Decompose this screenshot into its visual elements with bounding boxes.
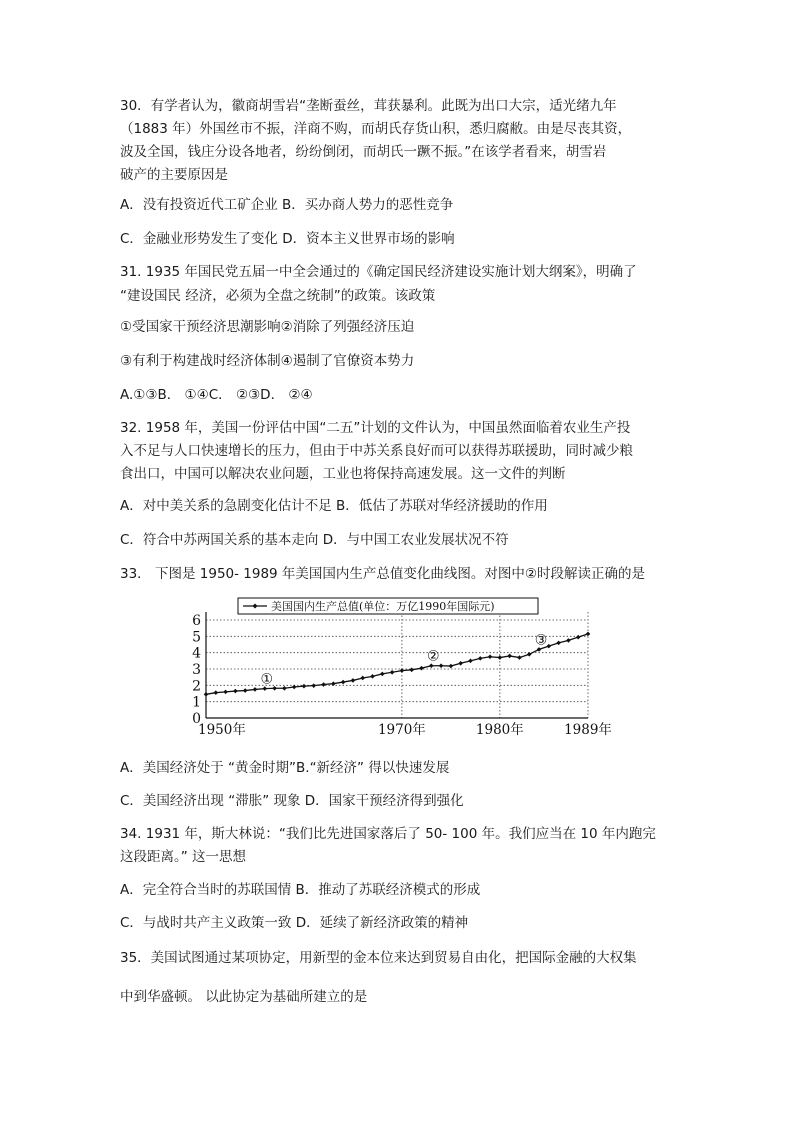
gdp-point-1954	[243, 688, 248, 693]
annotation-1: ①	[260, 671, 274, 688]
gdp-point-1983	[527, 652, 532, 657]
gdp-point-1961	[311, 683, 316, 688]
q30-text-line-3: 波及全国，钱庄分设各地者，纷纷倒闭，而胡氏一蹶不振。”在该学者看来，胡雪岩	[120, 144, 607, 160]
q31-text-line-2: “建设国民 经济，必须为全盘之统制”的政策。该政策	[120, 288, 436, 304]
gdp-point-1972	[419, 666, 424, 671]
y-tick-label-0: 0	[192, 711, 201, 727]
y-tick-label-2: 2	[192, 678, 201, 695]
q30-option-ab: A．没有投资近代工矿企业 B．买办商人势力的恶性竞争	[120, 197, 454, 213]
q32-option-cd: C．符合中苏两国关系的基本走向 D．与中国工农业发展状况不符	[120, 532, 509, 548]
gdp-point-1950	[204, 692, 209, 697]
gdp-point-1980	[498, 655, 503, 660]
gdp-line-chart	[188, 596, 613, 742]
q31-statements-2: ③有利于构建战时经济体制④遏制了官僚资本势力	[120, 353, 415, 369]
gdp-point-1964	[341, 680, 346, 685]
y-tick-label-5: 5	[192, 629, 201, 646]
gdp-point-1971	[409, 668, 414, 673]
gdp-point-1976	[458, 661, 463, 666]
x-tick-label-1989: 1989年	[564, 722, 612, 738]
gdp-point-1975	[449, 664, 454, 669]
gdp-point-1981	[507, 654, 512, 659]
gdp-point-1982	[517, 655, 522, 660]
q33-option-cd: C．美国经济出现 “滞胀” 现象 D．国家干预经济得到强化	[120, 793, 464, 809]
y-tick-label-4: 4	[192, 645, 201, 662]
q31-options: A.①③B． ①④C． ②③D． ②④	[120, 387, 313, 403]
y-tick-label-6: 6	[192, 613, 201, 629]
gdp-point-1979	[488, 654, 493, 659]
gdp-point-1960	[302, 684, 307, 689]
y-tick-label-3: 3	[192, 662, 201, 678]
q34-option-ab: A．完全符合当时的苏联国情 B．推动了苏联经济模式的形成	[120, 882, 481, 898]
q30-text-line-4: 破产的主要原因是	[120, 167, 228, 183]
gdp-point-1977	[468, 659, 473, 664]
gdp-point-1966	[360, 676, 365, 681]
gdp-point-1987	[566, 638, 571, 643]
x-tick-label-1970: 1970年	[377, 722, 426, 738]
q30-text-line-1: 30．有学者认为，徽商胡雪岩“垄断蚕丝，茸获暴利。此既为出口大宗，适光绪九年	[120, 98, 617, 114]
gdp-point-1955	[253, 687, 258, 692]
gdp-point-1978	[478, 656, 483, 661]
gdp-point-1951	[213, 690, 218, 695]
q34-option-cd: C．与战时共产主义政策一致 D．延续了新经济政策的精神	[120, 915, 469, 931]
q31-text-line-1: 31. 1935 年国民党五届一中全会通过的《确定国民经济建设实施计划大纲案》，明确了	[120, 264, 637, 280]
gdp-point-1989	[586, 632, 591, 637]
q34-text-line-2: 这段距离。” 这一思想	[120, 849, 247, 865]
annotation-3: ③	[534, 632, 548, 649]
q35-text-line-1: 35．美国试图通过某项协定，用新型的金本位来达到贸易自由化，把国际金融的大权集	[120, 950, 637, 966]
q34-text-line-1: 34. 1931 年，斯大林说：“我们比先进国家落后了 50- 100 年。我们应当在 10 年内跑完	[120, 826, 656, 842]
gdp-point-1965	[351, 678, 356, 683]
gdp-point-1986	[556, 641, 561, 646]
x-tick-label-1950: 1950年	[198, 722, 246, 738]
gdp-point-1988	[576, 635, 581, 640]
gdp-point-1952	[223, 690, 228, 695]
gdp-point-1953	[233, 689, 238, 694]
gdp-point-1958	[282, 686, 287, 691]
q35-text-line-2: 中到华盛顿。 以此协定为基础所建立的是	[120, 989, 368, 1005]
gdp-point-1968	[380, 672, 385, 677]
q31-statements-1: ①受国家干预经济思潮影响②消除了列强经济压迫	[120, 319, 415, 335]
x-tick-label-1980: 1980年	[475, 722, 524, 738]
q32-text-line-1: 32. 1958 年，美国一份评估中国“二五”计划的文件认为，中国虽然面临着农业生产投	[120, 420, 631, 436]
gdp-point-1959	[292, 685, 297, 690]
gdp-point-1963	[331, 681, 336, 686]
q33-text-line-1: 33． 下图是 1950- 1989 年美国国内生产总值变化曲线图。对图中②时段解读正确的是	[120, 566, 646, 582]
q30-text-line-2: （1883 年）外国丝市不振，洋商不购，而胡氏存货山积，悉归腐敝。由是尽丧其资，	[120, 121, 632, 137]
gdp-point-1969	[390, 670, 395, 675]
q30-option-cd: C．金融业形势发生了变化 D．资本主义世界市场的影响	[120, 231, 455, 247]
gdp-point-1962	[321, 682, 326, 687]
y-tick-label-1: 1	[192, 694, 201, 711]
legend-label: 美国国内生产总值(单位：万亿1990年国际元)	[271, 600, 495, 613]
q32-option-ab: A．对中美关系的急剧变化估计不足 B．低估了苏联对华经济援助的作用	[120, 498, 548, 514]
annotation-2: ②	[427, 648, 440, 665]
gdp-point-1970	[400, 668, 405, 673]
q32-text-line-2: 入不足与人口快速增长的压力，但由于中苏关系良好而可以获得苏联援助，同时减少粮	[120, 443, 633, 459]
gdp-point-1967	[370, 674, 375, 679]
q32-text-line-3: 食出口，中国可以解决农业问题，工业也将保持高速发展。这一文件的判断	[120, 466, 566, 482]
q33-option-ab: A．美国经济处于 “黄金时期”B.“新经济” 得以快速发展	[120, 760, 450, 776]
gdp-chart-svg	[188, 596, 613, 742]
